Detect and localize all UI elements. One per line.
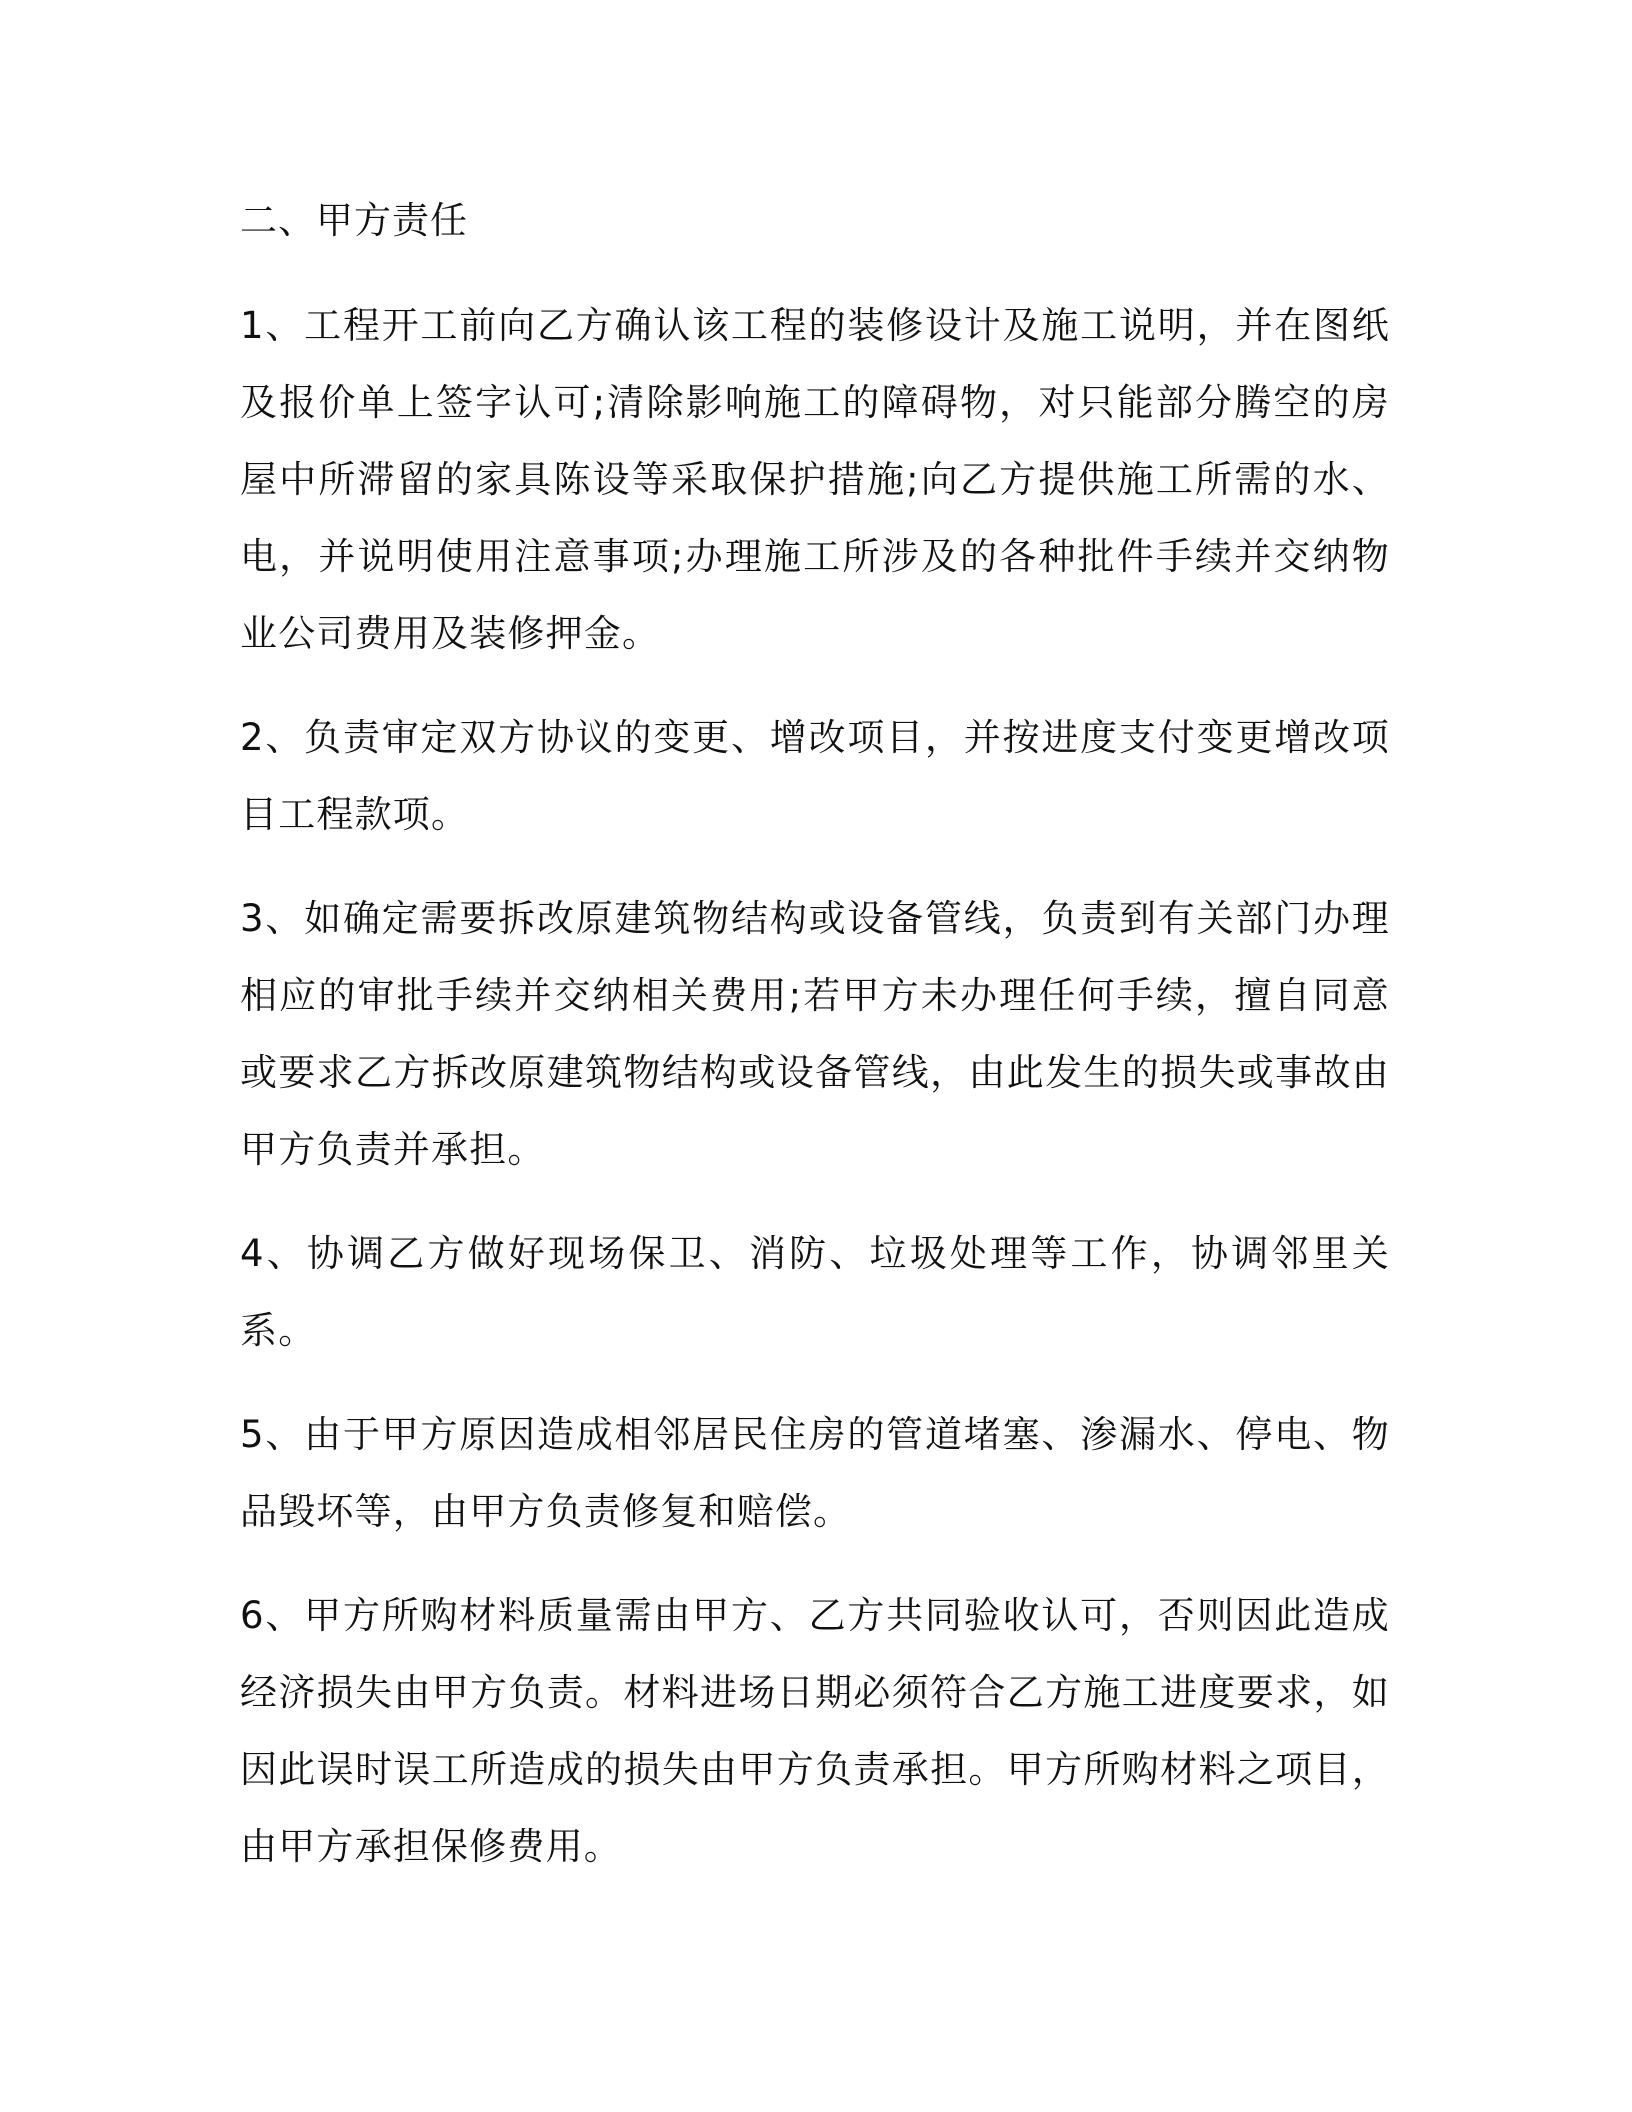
paragraph-1: 1、工程开工前向乙方确认该工程的装修设计及施工说明，并在图纸及报价单上签字认可;清除影响施工的障碍物，对只能部分腾空的房屋中所滞留的家具陈设等采取保护措施;向乙方提供施工所需的水、电，并说明使用注意事项;办理施工所涉及的各种批件手续并交纳物业公司费用及装修押金。: [240, 304, 1390, 655]
paragraph-3: 3、如确定需要拆改原建筑物结构或设备管线，负责到有关部门办理相应的审批手续并交纳相关费用;若甲方未办理任何手续，擅自同意或要求乙方拆改原建筑物结构或设备管线，由此发生的损失或事故由甲方负责并承担。: [240, 897, 1390, 1171]
paragraph-2: 2、负责审定双方协议的变更、增改项目，并按进度支付变更增改项目工程款项。: [240, 716, 1390, 836]
paragraph-6: 6、甲方所购材料质量需由甲方、乙方共同验收认可，否则因此造成经济损失由甲方负责。材料进场日期必须符合乙方施工进度要求，如因此误时误工所造成的损失由甲方负责承担。甲方所购材料之项目，由甲方承担保修费用。: [240, 1594, 1390, 1868]
paragraph-4: 4、协调乙方做好现场保卫、消防、垃圾处理等工作，协调邻里关系。: [240, 1232, 1390, 1352]
document-body: [240, 183, 1390, 1912]
section-heading: 二、甲方责任: [240, 199, 468, 242]
paragraph-5: 5、由于甲方原因造成相邻居民住房的管道堵塞、渗漏水、停电、物品毁坏等，由甲方负责修复和赔偿。: [240, 1413, 1390, 1533]
